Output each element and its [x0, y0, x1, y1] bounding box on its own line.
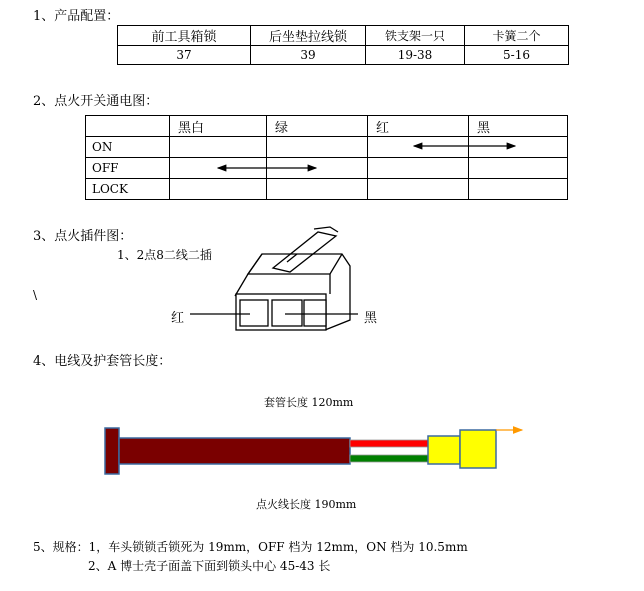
sleeve-end — [105, 428, 119, 474]
header-cell: 卡簧二个 — [465, 26, 569, 46]
value-cell: 5-16 — [465, 46, 569, 65]
plug-subtitle: 1、2点8二线二插 — [117, 248, 212, 262]
red-wire — [350, 440, 428, 447]
value-cell: 39 — [251, 46, 366, 65]
header-cell: 红 — [368, 116, 469, 137]
header-cell: 绿 — [267, 116, 368, 137]
section3-title: 3、点火插件图： — [33, 229, 133, 244]
row-label: LOCK — [86, 179, 170, 200]
sleeve — [119, 438, 350, 464]
section4-title: 4、电线及护套管长度： — [33, 354, 172, 369]
black-label: 黑 — [364, 311, 378, 326]
sleeve-length-label: 套管长度 120mm — [264, 396, 354, 409]
spec-line-2: 2、A 博士壳子面盖下面到锁头中心 45-43 长 — [88, 559, 331, 573]
header-cell: 前工具箱锁 — [118, 26, 251, 46]
green-wire — [350, 455, 428, 462]
section2-title: 2、点火开关通电图： — [33, 94, 159, 109]
spec-line-1: 5、规格：1，车头锁锁舌锁死为 19mm，OFF 档为 12mm，ON 档为 10.5mm — [33, 540, 468, 554]
connector-small — [428, 436, 460, 464]
header-cell: 后坐垫拉线锁 — [251, 26, 366, 46]
header-cell: 黑 — [469, 116, 568, 137]
stray-mark: \ — [33, 288, 38, 302]
wire-length-label: 点火线长度 190mm — [256, 498, 357, 511]
red-label: 红 — [171, 311, 185, 326]
value-cell: 37 — [118, 46, 251, 65]
header-cell: 铁支架一只 — [366, 26, 465, 46]
section1-title: 1、产品配置： — [33, 9, 120, 24]
connector-large — [460, 430, 496, 468]
header-cell: 黑白 — [170, 116, 267, 137]
row-label: OFF — [86, 158, 170, 179]
row-label: ON — [86, 137, 170, 158]
value-cell: 19-38 — [366, 46, 465, 65]
